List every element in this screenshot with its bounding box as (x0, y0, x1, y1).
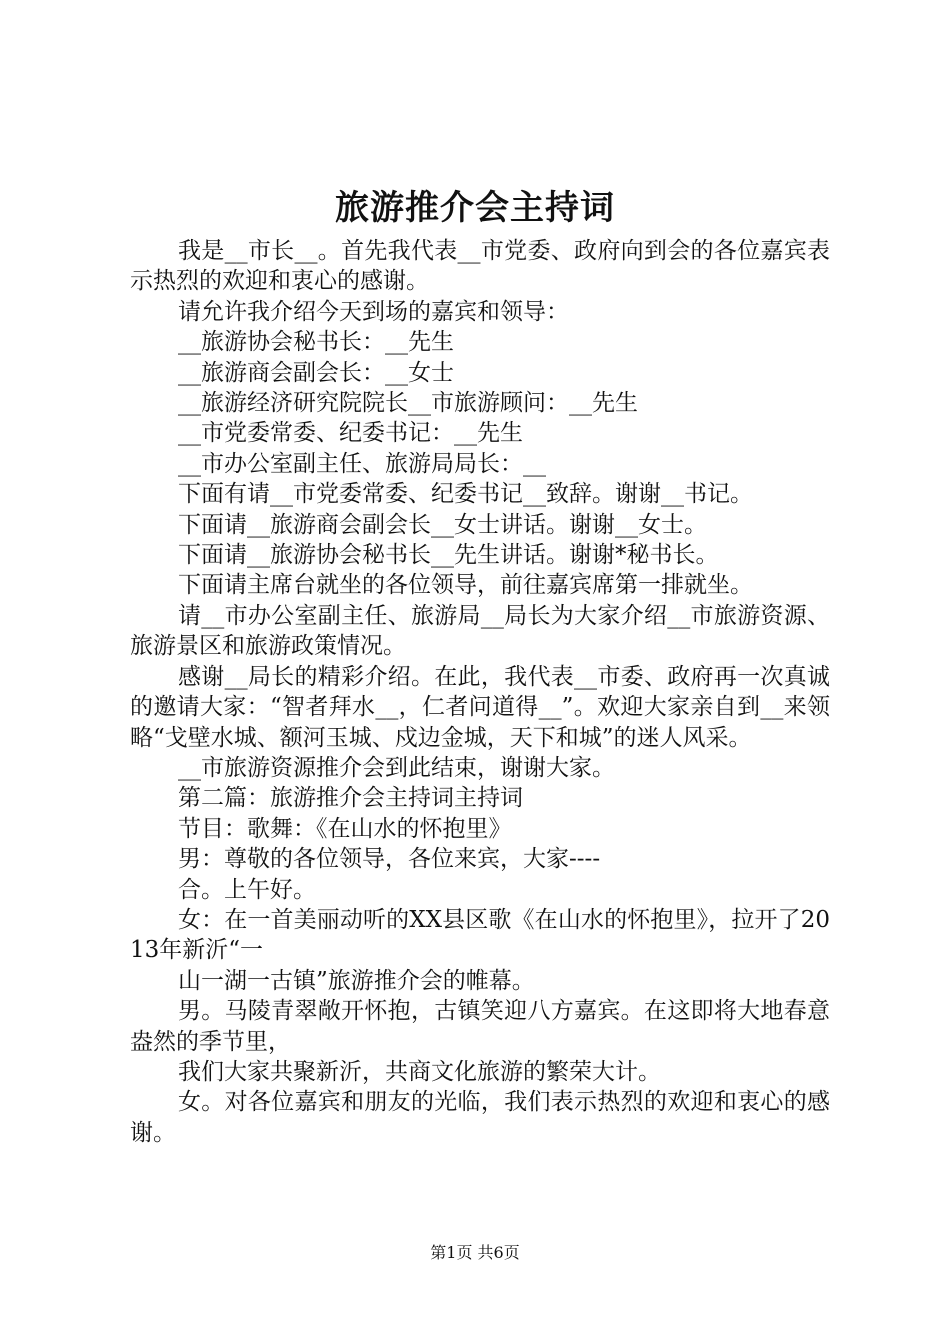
paragraph: 下面请__旅游商会副会长__女士讲话。谢谢__女士。 (178, 511, 707, 538)
paragraph: 我是__市长__。首先我代表__市党委、政府向到会的各位嘉宾表示热烈的欢迎和衷心的感谢。 (130, 238, 830, 295)
paragraph: __旅游协会秘书长：__先生 (178, 329, 454, 356)
paragraph: 我们大家共聚新沂，共商文化旅游的繁荣大计。 (178, 1058, 661, 1085)
document-title: 旅游推介会主持词 (335, 188, 615, 228)
paragraph: 节目：歌舞：《在山水的怀抱里》 (178, 815, 512, 842)
paragraph: 女：在一首美丽动听的XX县区歌《在山水的怀抱里》，拉开了2013年新沂“一 (130, 906, 830, 964)
paragraph: 女。对各位嘉宾和朋友的光临，我们表示热烈的欢迎和衷心的感谢。 (130, 1089, 830, 1146)
paragraph: __市旅游资源推介会到此结束，谢谢大家。 (178, 754, 615, 781)
paragraph: __市办公室副主任、旅游局局长：__ (178, 450, 546, 477)
paragraph: 下面有请__市党委常委、纪委书记__致辞。谢谢__书记。 (178, 481, 753, 508)
document-body (130, 236, 830, 1148)
page-footer: 第1页 共6页 (430, 1243, 520, 1262)
paragraph: __市党委常委、纪委书记：__先生 (178, 420, 523, 447)
paragraph: 下面请__旅游协会秘书长__先生讲话。谢谢*秘书长。 (178, 542, 719, 569)
paragraph: 请允许我介绍今天到场的嘉宾和领导： (178, 298, 569, 325)
paragraph: 合。上午好。 (178, 876, 316, 903)
paragraph: 下面请主席台就坐的各位领导，前往嘉宾席第一排就坐。 (178, 572, 753, 599)
paragraph: 男：尊敬的各位领导，各位来宾，大家---- (178, 846, 601, 873)
paragraph: 请__市办公室副主任、旅游局__局长为大家介绍__市旅游资源、旅游景区和旅游政策情况。 (130, 602, 830, 660)
paragraph: 山一湖一古镇”旅游推介会的帷幕。 (178, 967, 535, 994)
paragraph: 男。马陵青翠敞开怀抱，古镇笑迎八方嘉宾。在这即将大地春意盎然的季节里， (130, 998, 830, 1055)
paragraph: __旅游商会副会长：__女士 (178, 359, 454, 386)
paragraph: __旅游经济研究院院长__市旅游顾问：__先生 (178, 390, 638, 417)
paragraph: 第二篇：旅游推介会主持词主持词 (178, 785, 523, 812)
paragraph: 感谢__局长的精彩介绍。在此，我代表__市委、政府再一次真诚的邀请大家：“智者拜水__，仁者问道得__”。欢迎大家亲自到__来领略“戈壁水城、额河玉城、戍边金城，天下和城”的迷人风采。 (130, 663, 830, 751)
